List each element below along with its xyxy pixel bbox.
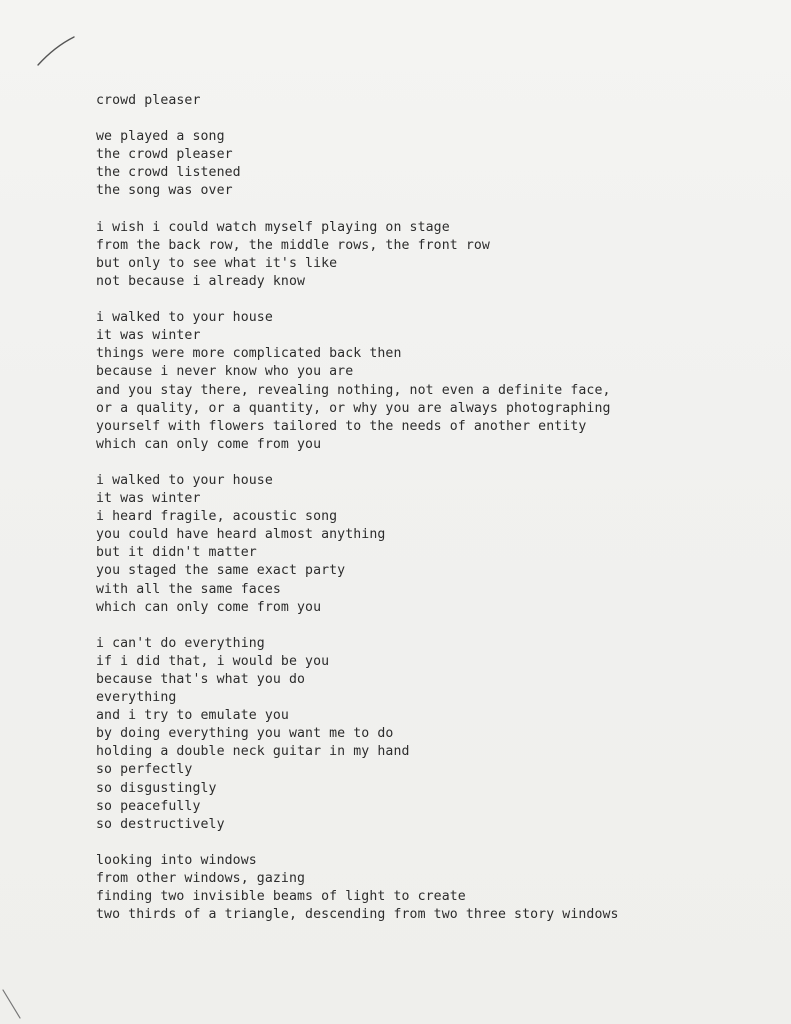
- poem-line: and i try to emulate you: [96, 708, 289, 724]
- poem-line: because that's what you do: [96, 672, 306, 687]
- poem-line: because i never know who you are: [96, 364, 354, 380]
- poem-line: i wish i could watch myself playing on stage: [96, 219, 450, 235]
- poem-line: with all the same faces: [96, 581, 281, 597]
- poem-line: i can't do everything: [96, 635, 265, 651]
- poem-line: i walked to your house: [96, 310, 273, 326]
- poem-line: so disgustingly: [96, 780, 217, 796]
- stanza: [96, 852, 776, 924]
- poem-line: we played a song: [96, 129, 225, 145]
- poem-line: not because i already know: [96, 273, 306, 289]
- poem-line: you could have heard almost anything: [96, 527, 386, 543]
- poem: [96, 92, 776, 942]
- poem-line: the crowd pleaser: [96, 147, 233, 163]
- poem-line: the crowd listened: [96, 165, 241, 181]
- poem-line: things were more complicated back then: [96, 346, 402, 362]
- stanza: [96, 635, 776, 834]
- pencil-mark: [36, 34, 78, 68]
- poem-line: it was winter: [96, 328, 201, 344]
- corner-mark: [0, 988, 24, 1024]
- poem-line: and you stay there, revealing nothing, not even a definite face,: [96, 382, 611, 398]
- poem-line: if i did that, i would be you: [96, 653, 330, 669]
- poem-line: you staged the same exact party: [96, 563, 346, 579]
- stanza: [96, 219, 776, 291]
- stanza: [96, 128, 776, 200]
- poem-title: crowd pleaser: [96, 93, 201, 108]
- poem-line: so destructively: [96, 816, 225, 832]
- stanza: [96, 472, 776, 617]
- poem-line: from the back row, the middle rows, the front row: [96, 237, 490, 253]
- poem-line: which can only come from you: [96, 436, 322, 452]
- poem-line: i heard fragile, acoustic song: [96, 509, 338, 525]
- poem-line: it was winter: [96, 491, 201, 507]
- poem-line: so peacefully: [96, 798, 201, 814]
- poem-line: so perfectly: [96, 762, 193, 778]
- poem-line: finding two invisible beams of light to create: [96, 889, 466, 905]
- poem-line: everything: [96, 690, 177, 706]
- poem-line: holding a double neck guitar in my hand: [96, 744, 410, 760]
- poem-line: the song was over: [96, 183, 233, 199]
- poem-line: but only to see what it's like: [96, 255, 338, 271]
- poem-line: i walked to your house: [96, 472, 273, 488]
- stanza: [96, 309, 776, 454]
- poem-line: but it didn't matter: [96, 545, 257, 561]
- poem-line: or a quality, or a quantity, or why you are always photographing: [96, 400, 611, 416]
- poem-line: looking into windows: [96, 852, 257, 868]
- poem-line: by doing everything you want me to do: [96, 726, 394, 742]
- poem-line: two thirds of a triangle, descending from two three story windows: [96, 907, 619, 923]
- poem-line: which can only come from you: [96, 599, 322, 615]
- poem-line: from other windows, gazing: [96, 871, 306, 887]
- poem-line: yourself with flowers tailored to the needs of another entity: [96, 418, 587, 434]
